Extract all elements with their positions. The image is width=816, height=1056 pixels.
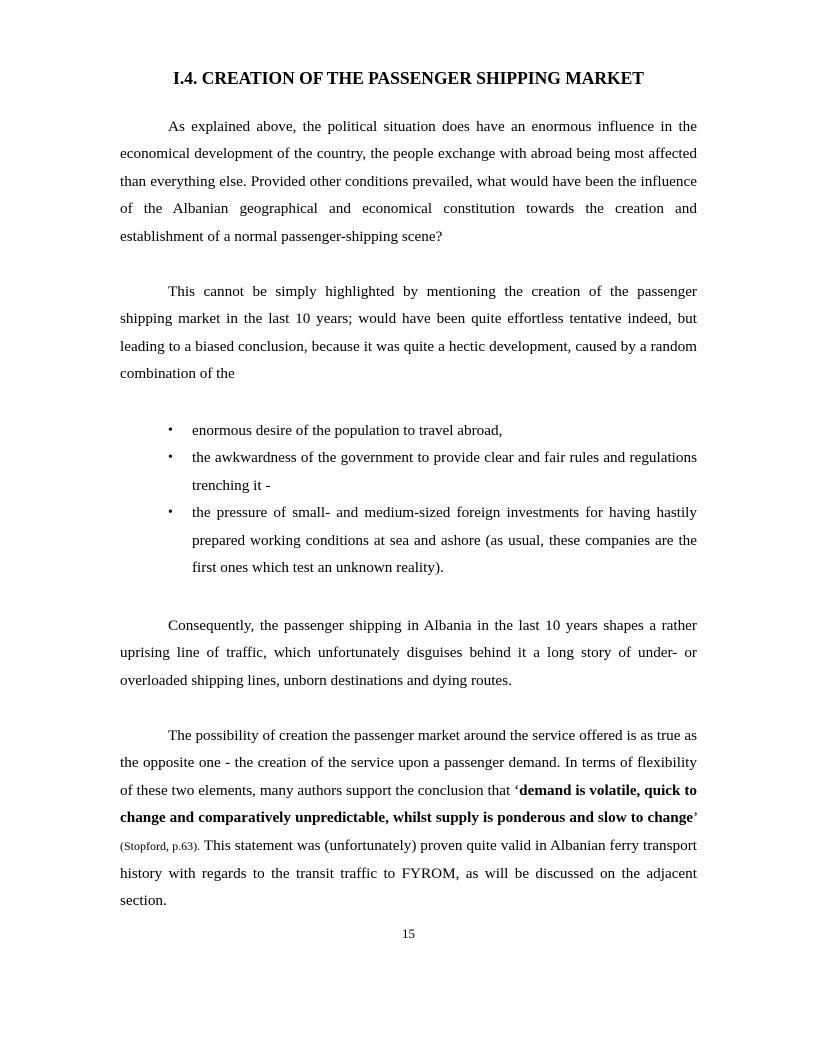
factors-bullet-list <box>120 417 697 581</box>
section-heading: I.4. CREATION OF THE PASSENGER SHIPPING MARKET <box>173 68 644 88</box>
bullet-text: the pressure of small- and medium-sized foreign investments for having hastily prepared working conditions at sea and ashore (as usual, these companies are the first ones which test an unknown reality). <box>192 504 697 577</box>
citation-reference: (Stopford, p.63). <box>120 838 201 853</box>
paragraph-supply-demand <box>120 722 697 915</box>
list-item <box>120 417 697 444</box>
paragraph-traffic-line: Consequently, the passenger shipping in Albania in the last 10 years shapes a rather uprising line of traffic, which unfortunately disguises behind it a long story of under- or overloaded shipping lines, unborn destinations and dying routes. <box>120 617 697 689</box>
closing-quote-mark: ’ <box>693 809 697 827</box>
list-item <box>120 444 697 499</box>
paragraph-lead-text: The possibility of creation the passenger market around the service offered is as true as the opposite one - the creation of the service upon a passenger demand. In terms of flexibility of these two elements, many authors support the conclusion that ‘ <box>120 727 697 799</box>
paragraph-tail-text: This statement was (unfortunately) proven quite valid in Albanian ferry transport history with regards to the transit traffic to FYROM, as will be discussed on the adjacent section. <box>120 836 697 910</box>
bullet-text: enormous desire of the population to travel abroad, <box>192 422 503 439</box>
paragraph-political-influence: As explained above, the political situation does have an enormous influence in the economical development of the country, the people exchange with abroad being most affected than everything else. Provided other conditions prevailed, what would have been the influence of the Albanian geographical and economical constitution towards the creation and establishment of a normal passenger-shipping scene? <box>120 118 697 245</box>
bullet-icon: • <box>168 450 173 466</box>
page-number: 15 <box>402 926 415 941</box>
list-item <box>120 499 697 581</box>
bullet-icon: • <box>168 505 173 521</box>
bold-quote: demand is volatile, quick to change and comparatively unpredictable, whilst supply is ponderous and slow to change <box>120 781 697 827</box>
bullet-icon: • <box>168 423 173 438</box>
bullet-text: the awkwardness of the government to provide clear and fair rules and regulations trenching it - <box>192 449 697 494</box>
paragraph-market-development: This cannot be simply highlighted by mentioning the creation of the passenger shipping market in the last 10 years; would have been quite effortless tentative indeed, but leading to a biased conclusion, because it was quite a hectic development, caused by a random combination of the <box>120 283 697 383</box>
